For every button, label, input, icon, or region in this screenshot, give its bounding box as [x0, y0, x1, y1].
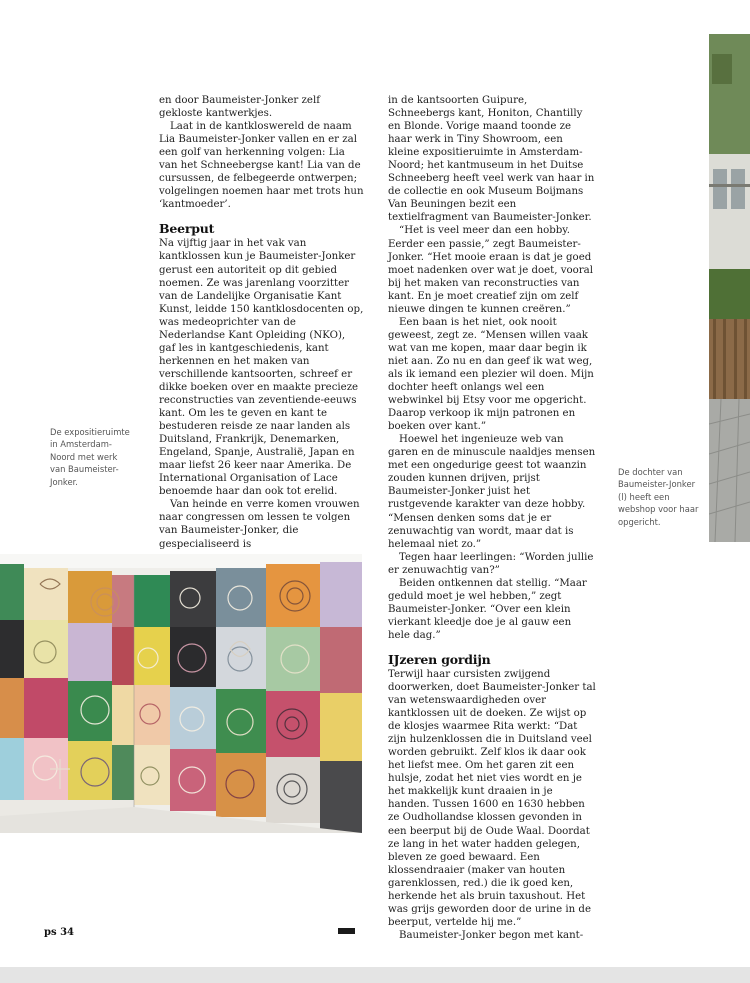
paragraph: Na vijftig jaar in het vak van kantklossen kun je Baumeister-Jonker gerust een autoriteit op dit gebied noemen. Ze was jarenlang voorzitter van de Landelijke Organisatie Kant Kunst, leidde 150 kantklosdocenten op, was medeoprichter van de Nederlandse Kant Opleiding (NKO), gaf les in kantgeschiedenis, kant herkennen en het maken van verschillende kantsoorten, schreef er dikke boeken over en maakte precieze reconstructies van zeventiende-eeuws kant. Om les te geven en kant te bestuderen reisde ze naar landen als Duitsland, Frankrijk, Denemarken, Engeland, Spanje, Australië, Japan en maar liefst 26 keer naar Amerika. De International Organisation of Lace benoemde haar dan ook tot erelid. [159, 238, 364, 498]
paragraph: “Het is veel meer dan een hobby. Eerder een passie,” zegt Baumeister-Jonker. “Het mooie eraan is dat je goed moet nadenken over wat je doet, vooral bij het maken van reconstructies van kant. En je moet creatief zijn om zelf nieuwe dingen te kunnen creëren.” [388, 225, 593, 315]
paragraph: en door Baumeister-Jonker zelf gekloste kantwerkjes. [159, 95, 320, 120]
paragraph: Van heinde en verre komen vrouwen naar congressen om lessen te volgen van Baumeister-Jonker, die gespecialiseerd is [159, 499, 360, 550]
photo-caption-left: De expositieruimte in Amsterdam-Noord met werk van Baumeister-Jonker. [50, 427, 130, 487]
article-column-2 [388, 94, 596, 942]
article-column-1 [159, 94, 364, 551]
paragraph: Baumeister-Jonker begon met kant- [399, 929, 584, 941]
street-photo [709, 34, 750, 542]
left-wall-tiles [0, 564, 134, 833]
street-photo-graphic [709, 34, 750, 542]
paragraph: Terwijl haar cursisten zwijgend doorwerken, doet Baumeister-Jonker tal van wetenswaardigheden over kantklossen uit de doeken. Ze wijst op de klosjes waarmee Rita werkt: “Dat zijn hulzenklossen die in Duitsland veel worden gebruikt. Zelf klos ik daar ook het liefst mee. Om het garen zit een hulsje, zodat het niet vies wordt en je het makkelijk kunt draaien in je handen. Tussen 1600 en 1630 hebben ze Oudhollandse klossen gevonden in een beerput bij de Oude Waal. Doordat ze lang in het water hadden gelegen, bleven ze goed bewaard. Een klossendraaier (maker van houten garenklossen, red.) die ik goed ken, herkende het als bruin taxushout. Het was grijs geworden door de urine in de beerput, vertelde hij me.” [388, 668, 596, 928]
section-heading-ijzeren-gordijn: IJzeren gordijn [388, 651, 491, 667]
exhibition-photo [0, 554, 362, 833]
footer-mark [338, 928, 355, 934]
paragraph: Tegen haar leerlingen: “Worden jullie er zenuwachtig van?” [388, 551, 594, 576]
paragraph: in de kantsoorten Guipure, Schneebergs kant, Honiton, Chantilly en Blonde. Vorige maand toonde ze haar werk in Tiny Showroom, een kleine expositieruimte in Amsterdam-Noord; het kantmuseum in het Duitse Schneeberg heeft veel werk van haar in de collectie en ook Museum Boijmans Van Beuningen bezit een textielfragment van Baumeister-Jonker. [388, 95, 595, 224]
section-heading-beerput: Beerput [159, 221, 215, 237]
bottom-bar [0, 967, 750, 983]
page-number: ps 34 [44, 927, 75, 938]
paragraph: Een baan is het niet, ook nooit geweest, zegt ze. “Mensen willen vaak wat van me kopen, maar daar begin ik niet aan. Zo nu en dan geef ik wat weg, als ik iemand een plezier wil doen. Mijn dochter heeft onlangs wel een webwinkel bij Etsy voor me opgericht. Daarop verkoop ik mijn patronen en boeken over kant.” [388, 316, 594, 433]
exhibition-photo-graphic [0, 554, 362, 833]
right-wall-tiles [134, 562, 362, 833]
photo-caption-right: De dochter van Baumeister-Jonker (l) heeft een webshop voor haar opgericht. [618, 467, 699, 527]
paragraph: Laat in de kantkloswereld de naam Lia Baumeister-Jonker vallen en er zal een golf van herkenning volgen: Lia van het Schneebergse kant! Lia van de cursussen, de felbegeerde ontwerpen; volgelingen noemen haar met trots hun ‘kantmoeder’. [159, 121, 364, 211]
paragraph: Beiden ontkennen dat stellig. “Maar geduld moet je wel hebben,” zegt Baumeister-Jonker. “Over een klein vierkant kleedje doe je al gauw een hele dag.” [388, 577, 587, 641]
paragraph: Hoewel het ingenieuze web van garen en de minuscule naaldjes mensen met een ongedurige geest tot waanzin zouden kunnen drijven, prijst Baumeister-Jonker juist het rustgevende karakter van deze hobby. “Mensen denken soms dat je er zenuwachtig van wordt, maar dat is helemaal niet zo.” [388, 434, 596, 550]
